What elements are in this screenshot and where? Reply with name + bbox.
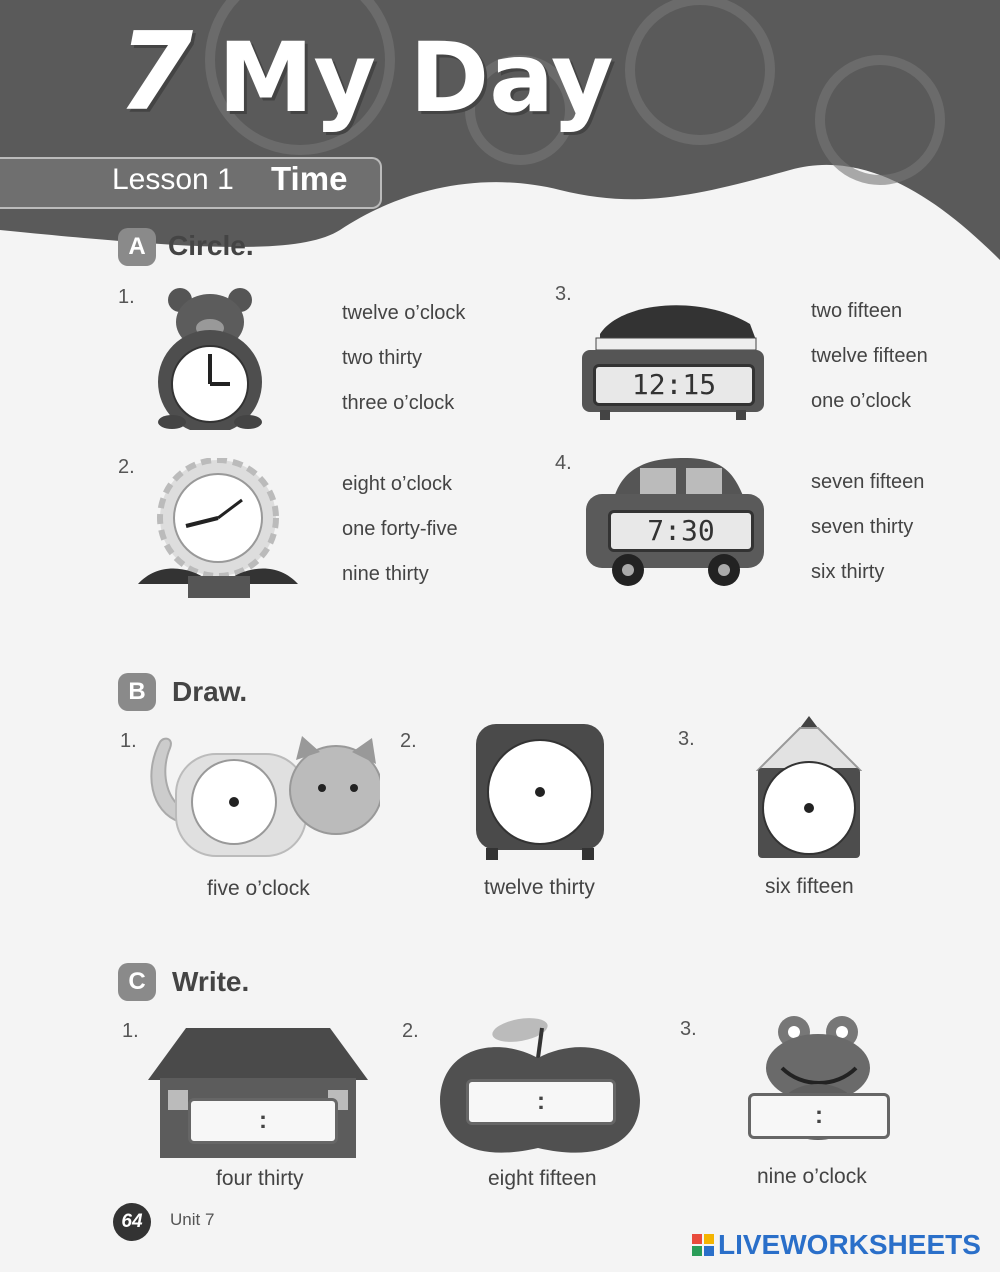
section-c-badge: C bbox=[118, 963, 156, 1001]
write-caption: nine o’clock bbox=[757, 1165, 867, 1188]
answer-option[interactable]: one forty-five bbox=[342, 518, 458, 540]
answer-option[interactable]: three o’clock bbox=[342, 392, 455, 414]
flower-clock-icon bbox=[138, 458, 300, 600]
draw-caption: six fifteen bbox=[765, 875, 854, 898]
answer-option[interactable]: seven thirty bbox=[811, 516, 914, 538]
square-clock-icon[interactable] bbox=[474, 722, 606, 862]
answer-option[interactable]: twelve fifteen bbox=[811, 345, 928, 367]
digital-display: 12:15 bbox=[593, 364, 755, 406]
item-number: 2. bbox=[118, 456, 135, 478]
write-caption: eight fifteen bbox=[488, 1167, 597, 1190]
lesson-label: Lesson 1 bbox=[112, 163, 234, 196]
bear-clock-icon bbox=[150, 284, 270, 430]
unit-label: Unit 7 bbox=[170, 1210, 215, 1229]
item-number: 1. bbox=[118, 286, 135, 308]
section-b-title: Draw. bbox=[172, 676, 248, 707]
item-number: 4. bbox=[555, 452, 572, 474]
item-number: 1. bbox=[120, 730, 137, 752]
answer-option[interactable]: eight o’clock bbox=[342, 473, 453, 495]
write-caption: four thirty bbox=[216, 1167, 304, 1190]
page-number: 64 bbox=[113, 1203, 151, 1241]
answer-option[interactable]: one o’clock bbox=[811, 390, 912, 412]
time-answer-field[interactable]: : bbox=[748, 1093, 890, 1139]
unit-title: My Day bbox=[218, 22, 614, 134]
time-answer-field[interactable]: : bbox=[466, 1079, 616, 1125]
section-c-title: Write. bbox=[172, 966, 250, 997]
item-number: 3. bbox=[678, 728, 695, 750]
brand-name: LIVEWORKSHEETS bbox=[718, 1229, 981, 1260]
section-a-badge: A bbox=[118, 228, 156, 266]
answer-option[interactable]: seven fifteen bbox=[811, 471, 925, 493]
item-number: 3. bbox=[555, 283, 572, 305]
answer-option[interactable]: nine thirty bbox=[342, 563, 429, 585]
section-b-badge: B bbox=[118, 673, 156, 711]
answer-option[interactable]: two thirty bbox=[342, 347, 423, 369]
answer-option[interactable]: six thirty bbox=[811, 561, 885, 583]
item-number: 1. bbox=[122, 1020, 139, 1042]
lesson-topic: Time bbox=[271, 160, 348, 197]
answer-option[interactable]: two fifteen bbox=[811, 300, 903, 322]
item-number: 2. bbox=[402, 1020, 419, 1042]
unit-number: 7 bbox=[118, 10, 194, 135]
section-a-title: Circle. bbox=[168, 230, 254, 261]
digital-display: 7:30 bbox=[608, 510, 754, 552]
cat-clock-icon[interactable] bbox=[140, 732, 380, 860]
item-number: 3. bbox=[680, 1018, 697, 1040]
pencil-clock-icon[interactable] bbox=[756, 714, 862, 860]
liveworksheets-logo-icon bbox=[692, 1234, 714, 1256]
time-answer-field[interactable]: : bbox=[188, 1098, 338, 1144]
draw-caption: five o’clock bbox=[207, 877, 310, 900]
draw-caption: twelve thirty bbox=[484, 876, 595, 899]
item-number: 2. bbox=[400, 730, 417, 752]
answer-option[interactable]: twelve o’clock bbox=[342, 302, 466, 324]
